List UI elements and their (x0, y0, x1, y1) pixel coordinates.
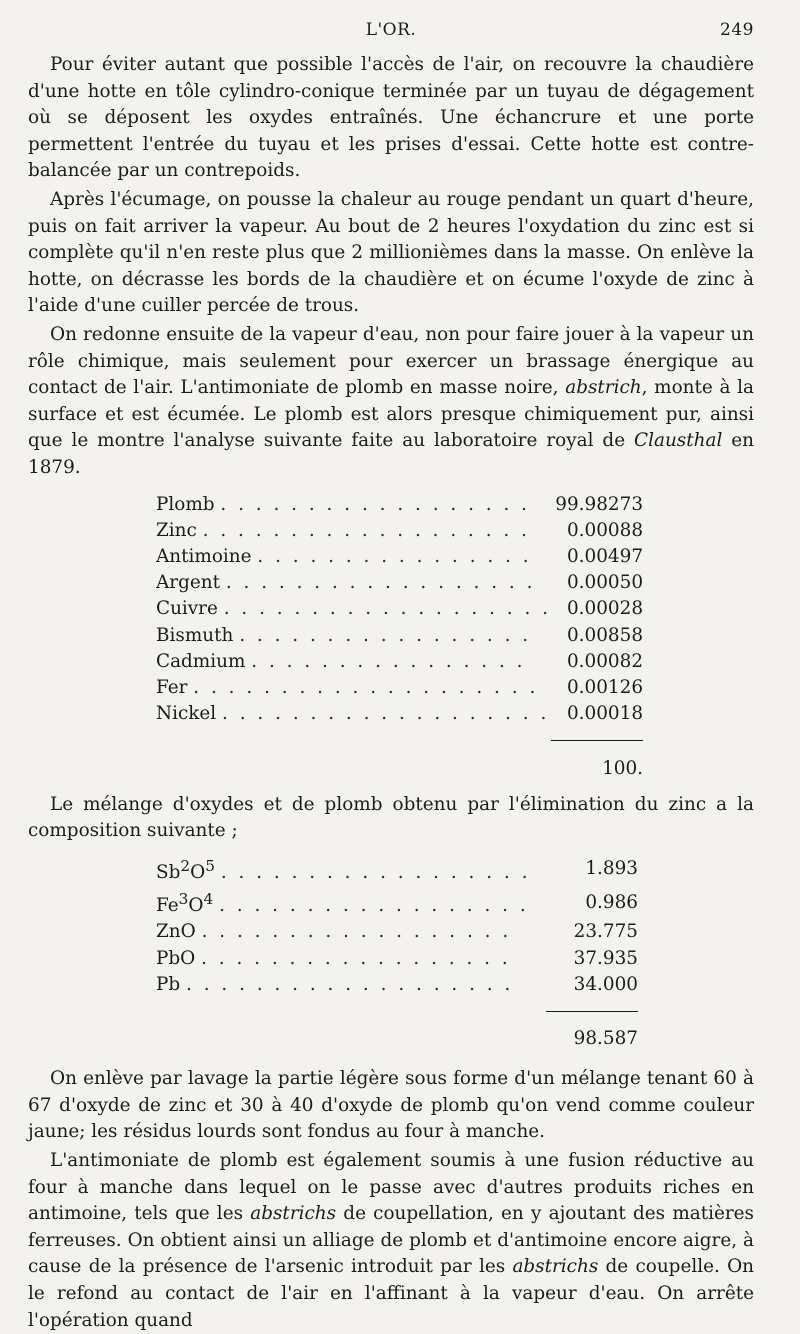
paragraph-oxidation: Après l'écumage, on pousse la chaleur au rouge pendant un quart d'heure, puis on fait arriver la vapeur. Au bout de 2 heures l'oxydation du zinc est si complète qu'il n'en reste plus que 2 millionièmes dans la masse. On enlève la hotte, on décrasse les bords de la chaudière et on écume l'oxyde de zinc à l'aide d'une cuiller percée de trous. (28, 188, 754, 317)
leader-dots: . . . . . . . . . . . . . . . . . . (201, 921, 512, 943)
leader-dots: . . . . . . . . . . . . . . . . (251, 650, 526, 672)
page (28, 18, 754, 1334)
oxide-composition-table (156, 853, 638, 1054)
element-value: 99.98273 (555, 493, 644, 515)
element-cell (156, 570, 551, 596)
table-row (156, 675, 643, 701)
formula-cell (156, 946, 546, 972)
text-run: , monte à la surface et est écumée. Le plomb est alors presque chimiquement pur, ainsi que le montre l'analyse suivante faite au laboratoire royal de (28, 377, 755, 452)
element-value: 0.00028 (566, 598, 644, 620)
element-cell (156, 623, 551, 649)
leader-dots: . . . . . . . . . . . . . . . . . . . (223, 598, 552, 620)
leader-dots: . . . . . . . . . . . . . . . . . . (225, 572, 536, 594)
element-name: Cadmium (156, 650, 246, 672)
italic-term: abstrich (565, 377, 642, 399)
leader-dots: . . . . . . . . . . . . . . . . . . (220, 493, 531, 515)
running-header (28, 18, 754, 44)
element-value: 0.00088 (566, 519, 644, 541)
table-row (156, 972, 638, 998)
leader-dots: . . . . . . . . . . . . . . . . . . (219, 895, 529, 917)
element-name: Bismuth (156, 624, 234, 646)
element-value: 0.00050 (566, 572, 644, 594)
leader-dots: . . . . . . . . . . . . . . . . . . . (222, 703, 550, 725)
formula-cell (156, 972, 546, 998)
total-row (156, 754, 643, 784)
element-value: 0.00018 (566, 703, 644, 725)
element-name: Fer (156, 676, 188, 698)
sum-rule (551, 740, 643, 741)
element-name: Cuivre (156, 598, 218, 620)
leader-dots: . . . . . . . . . . . . . . . . . . (220, 861, 531, 883)
table-row (156, 649, 643, 675)
table-row (156, 570, 643, 596)
table-row (156, 623, 643, 649)
element-cell (156, 596, 551, 622)
element-cell (156, 701, 551, 727)
total-value: 98.587 (573, 1028, 638, 1050)
table-row (156, 919, 638, 945)
formula-value: 0.986 (585, 891, 638, 913)
leader-dots: . . . . . . . . . . . . . . . . . . . (186, 973, 514, 995)
element-value: 0.00497 (566, 545, 644, 567)
element-name: Plomb (156, 493, 215, 515)
text-run: On redonne ensuite de la vapeur d'eau, non pour faire jouer à la vapeur un rôle chimique, mais seulement pour exercer un brassage énergique au contact de l'air. L'antimoniate de plomb en masse noire, (28, 323, 754, 399)
element-value: 0.00082 (566, 650, 644, 672)
italic-place: Clausthal (634, 430, 723, 452)
paragraph-antimoniate (28, 1148, 754, 1334)
leader-dots: . . . . . . . . . . . . . . . . . (239, 624, 532, 646)
table-row (156, 946, 638, 972)
total-value: 100. (602, 757, 644, 779)
formula-value: 23.775 (573, 921, 638, 943)
formula-cell (156, 886, 546, 919)
paragraph-hood: Pour éviter autant que possible l'accès de l'air, on recouvre la chaudière d'une hotte en tôle cylindro-conique terminée par un tuyau de dégagement où se déposent les oxydes entraînés. Une échancrure et une porte permettent l'entrée du tuyau et les prises d'essai. Cette hotte est contre-balancée par un contrepoids. (28, 54, 754, 182)
text-run: de coupelle. On le refond au contact de l'air en l'affinant à la vapeur d'eau. On arrête l'opération quand (28, 1256, 755, 1331)
sum-rule-row (156, 727, 643, 753)
element-cell (156, 518, 551, 544)
paragraph-steam (28, 322, 754, 482)
element-name: Antimoine (156, 545, 252, 567)
text-run: de coupellation, en y ajoutant des matières ferreuses. On obtient ainsi un alliage de plomb et d'antimoine encore aigre, à cause de la présence de l'arsenic introduit par les (28, 1203, 754, 1278)
total-row (156, 1024, 638, 1054)
formula: PbO (156, 947, 196, 969)
formula-value: 34.000 (573, 973, 638, 995)
italic-term: abstrichs (250, 1203, 337, 1225)
element-cell (156, 544, 551, 570)
formula: Pb (156, 973, 181, 995)
table-row (156, 701, 643, 727)
leader-dots: . . . . . . . . . . . . . . . . (257, 545, 532, 567)
element-value: 0.00126 (566, 676, 644, 698)
table-row (156, 544, 643, 570)
paragraph-mixture: Le mélange d'oxydes et de plomb obtenu par l'élimination du zinc a la composition suivante ; (28, 793, 754, 842)
italic-term: abstrichs (512, 1256, 599, 1278)
element-cell (156, 649, 551, 675)
table-row (156, 886, 638, 919)
formula-cell (156, 853, 546, 886)
element-name: Argent (156, 572, 220, 594)
lead-analysis-table (156, 492, 643, 784)
formula: ZnO (156, 921, 196, 943)
running-title: L'OR. (365, 20, 417, 40)
formula: $Sb^2O^5$ (156, 856, 215, 883)
text-run: L'antimoniate de plomb est également soumis à une fusion réductive au four à manche dans lequel on le passe avec d'autres produits riches en antimoine, tels que les (28, 1149, 754, 1225)
element-value: 0.00858 (566, 624, 644, 646)
text-run: en 1879. (28, 430, 755, 478)
table-row (156, 596, 643, 622)
page-number: 249 (720, 20, 754, 40)
formula-value: 1.893 (585, 858, 638, 880)
element-name: Zinc (156, 519, 197, 541)
leader-dots: . . . . . . . . . . . . . . . . . . . . (193, 676, 539, 698)
leader-dots: . . . . . . . . . . . . . . . . . . . (202, 519, 530, 541)
leader-dots: . . . . . . . . . . . . . . . . . . (201, 947, 511, 969)
element-name: Nickel (156, 703, 217, 725)
paragraph-washing: On enlève par lavage la partie légère sous forme d'un mélange tenant 60 à 67 d'oxyde de zinc et 30 à 40 d'oxyde de plomb qu'on vend comme couleur jaune; les résidus lourds sont fondus au four à manche. (28, 1068, 754, 1143)
formula-value: 37.935 (573, 947, 638, 969)
table-row (156, 492, 643, 518)
sum-rule (546, 1011, 638, 1012)
table-row (156, 518, 643, 544)
element-cell (156, 675, 551, 701)
element-cell (156, 492, 551, 518)
formula: $Fe^3O^4$ (156, 890, 214, 917)
formula-cell (156, 919, 546, 945)
sum-rule-row (156, 998, 638, 1024)
table-row (156, 853, 638, 886)
